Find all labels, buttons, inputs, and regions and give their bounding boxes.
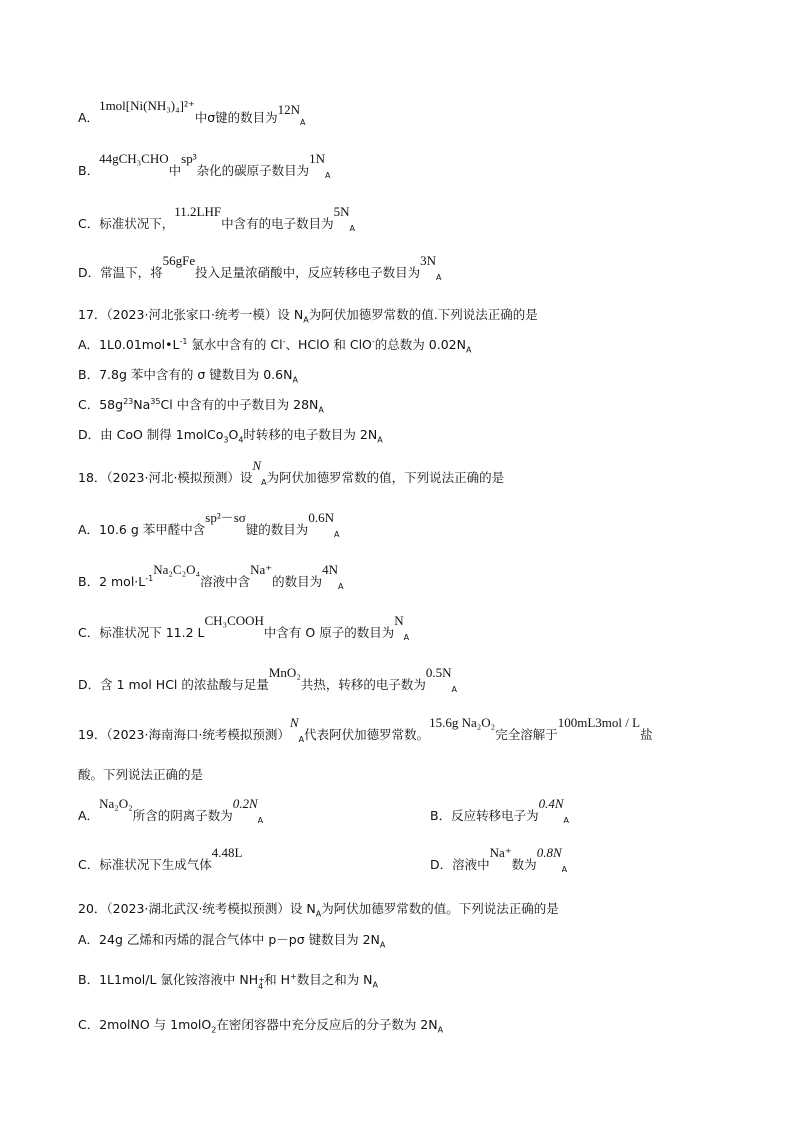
q19-options-row1	[78, 796, 569, 826]
q17-option-c: C．$58g^{23}Na^{35}Cl$ 中含有的中子数目为 $28N_A$	[78, 396, 324, 415]
q16-option-a: A．1mol[Ni(NH₃)₄]²⁺中σ键的数目为$12N_A$	[78, 98, 306, 127]
q20-stem: 20．（2023·湖北武汉·统考模拟预测）设 $N_A$为阿伏加德罗常数的值。下列说法正确的是	[78, 901, 559, 919]
q16-option-d: D．常温下，将56gFe投入足量浓硝酸中，反应转移电子数目为$3N_A$	[78, 253, 442, 282]
q16-option-c: C．标准状况下，11.2LHF中含有的电子数目为$5N_A$	[78, 204, 355, 233]
q19-option-b: B．反应转移电子为$0.4N_A$	[430, 796, 569, 825]
q18-option-b: B．2 $mol\cdot L^{-1}Na_2C_2O_4$溶液中含Na⁺的数目为$4N_A$	[78, 562, 344, 591]
q17-option-a: A．$1L0.01mol•L^{-1}$ 氯水中含有的 Cl-、HClO 和 ClO-的总数为 $0.02N_A$	[78, 336, 472, 355]
q19-option-a: A．Na₂O₂所含的阴离子数为$0.2N_A$	[78, 796, 264, 825]
q19-options-row2	[78, 845, 568, 874]
q17-option-d: D．由 CoO 制得 $1molCo_3O_4$时转移的电子数目为 $2N_A$	[78, 427, 383, 445]
q16-option-b: B．44gCH₃CHO中sp³杂化的碳原子数目为$1N_A$	[78, 151, 331, 180]
q18-stem: 18．（2023·河北·模拟预测）设$N_A$为阿伏加德罗常数的值，下列说法正确的是	[78, 458, 505, 487]
q19-stem-line2: 酸。下列说法正确的是	[78, 767, 204, 782]
q20-option-c: C．2molNO 与 1molO$_2$在密闭容器中充分反应后的分子数为 $2N_A$	[78, 1017, 444, 1035]
q17-stem: 17．（2023·河北张家口·统考一模）设 $N_A$为阿伏加德罗常数的值.下列说法正确的是	[78, 307, 538, 325]
q19-stem: 19．（2023·海南海口·统考模拟预测）$N_A$代表阿伏加德罗常数。15.6g Na₂O₂完全溶解于100mL3mol / L盐	[78, 715, 653, 744]
q17-option-b: B．7.8g 苯中含有的 σ 键数目为 $0.6N_A$	[78, 367, 298, 385]
q18-option-c: C．标准状况下 11.2 LCH₃COOH中含有 O 原子的数目为$N_A$	[78, 613, 410, 642]
q19-option-c: C．标准状况下生成气体4.48L	[78, 845, 243, 872]
q20-option-b: B．1L1mol/L 氯化铵溶液中 NH + 4 和 H+数目之和为 $N_A$	[78, 971, 379, 991]
q18-option-a: A．10.6 g 苯甲醛中含sp²－sσ键的数目为$0.6N_A$	[78, 510, 340, 539]
q18-option-d: D．含 1 mol HCl 的浓盐酸与足量MnO₂共热，转移的电子数为$0.5N_A$	[78, 665, 457, 694]
q19-option-d: D．溶液中Na⁺数为$0.8N_A$	[430, 845, 568, 874]
q20-option-a: A．24g 乙烯和丙烯的混合气体中 p－pσ 键数目为 $2N_A$	[78, 932, 386, 950]
